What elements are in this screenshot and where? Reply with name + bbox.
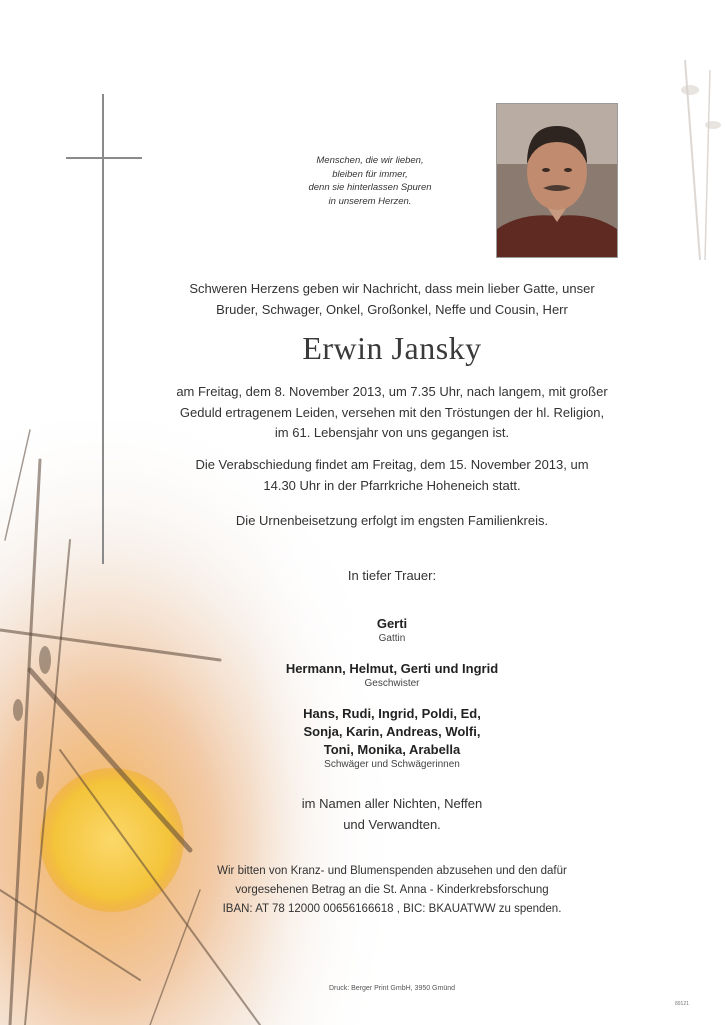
spouse-name: Gerti <box>376 616 408 631</box>
donation-line: Wir bitten von Kranz- und Blumenspenden abzusehen und den dafür <box>217 865 567 877</box>
memorial-quote <box>270 154 470 208</box>
inlaws-names: Toni, Monika, Arabella <box>323 742 461 757</box>
mourning-heading: In tiefer Trauer: <box>347 568 437 583</box>
mourner-siblings <box>130 660 654 689</box>
decorative-grass-top-right <box>665 60 725 260</box>
relatives-line: und Verwandten. <box>343 816 441 832</box>
intro-text <box>130 279 654 320</box>
farewell-line: 14.30 Uhr in der Pfarrkriche Hoheneich statt. <box>263 477 521 493</box>
quote-line: bleiben für immer, <box>332 168 408 180</box>
intro-line: Bruder, Schwager, Onkel, Großonkel, Neffe und Cousin, Herr <box>216 301 568 317</box>
quote-line: denn sie hinterlassen Spuren <box>308 182 432 193</box>
quote-line: in unserem Herzen. <box>328 195 412 207</box>
siblings-relation: Geschwister <box>364 678 420 689</box>
inlaws-names: Sonja, Karin, Andreas, Wolfi, <box>303 724 481 739</box>
death-notice <box>130 382 654 444</box>
relatives-note <box>130 794 654 835</box>
intro-line: Schweren Herzens geben wir Nachricht, dass mein lieber Gatte, unser <box>189 281 595 296</box>
urn-line: Die Urnenbeisetzung erfolgt im engsten Familienkreis. <box>235 513 549 528</box>
mourner-inlaws <box>130 705 654 770</box>
urn-burial-note <box>130 511 654 532</box>
farewell-line: Die Verabschiedung findet am Freitag, dem 15. November 2013, um <box>195 457 589 472</box>
donation-line: IBAN: AT 78 12000 00656166618 , BIC: BKAUATWW zu spenden. <box>222 903 562 915</box>
spouse-relation: Gattin <box>378 633 406 644</box>
farewell-info <box>130 455 654 496</box>
mourner-spouse <box>130 615 654 644</box>
cross-vertical <box>102 94 104 564</box>
relatives-line: im Namen aller Nichten, Neffen <box>301 796 483 811</box>
notice-line: im 61. Lebensjahr von uns gegangen ist. <box>274 425 510 440</box>
notice-line: Geduld ertragenem Leiden, versehen mit den Tröstungen der hl. Religion, <box>179 404 605 420</box>
inlaws-relation: Schwäger und Schwägerinnen <box>324 759 460 770</box>
siblings-names: Hermann, Helmut, Gerti und Ingrid <box>285 661 499 676</box>
deceased-name: Erwin Jansky <box>302 330 482 366</box>
cross-horizontal <box>66 157 142 159</box>
notice-line: am Freitag, dem 8. November 2013, um 7.35 Uhr, nach langem, mit großer <box>176 384 608 399</box>
quote-line: Menschen, die wir lieben, <box>316 155 424 166</box>
portrait-photo <box>496 103 618 258</box>
printer-credit: Druck: Berger Print GmbH, 3950 Gmünd <box>328 985 456 992</box>
inlaws-names: Hans, Rudi, Ingrid, Poldi, Ed, <box>303 706 481 721</box>
form-code: 89121 <box>675 1001 689 1007</box>
donation-line: vorgesehenen Betrag an die St. Anna - Kinderkrebsforschung <box>235 884 549 896</box>
donation-request <box>130 862 654 919</box>
